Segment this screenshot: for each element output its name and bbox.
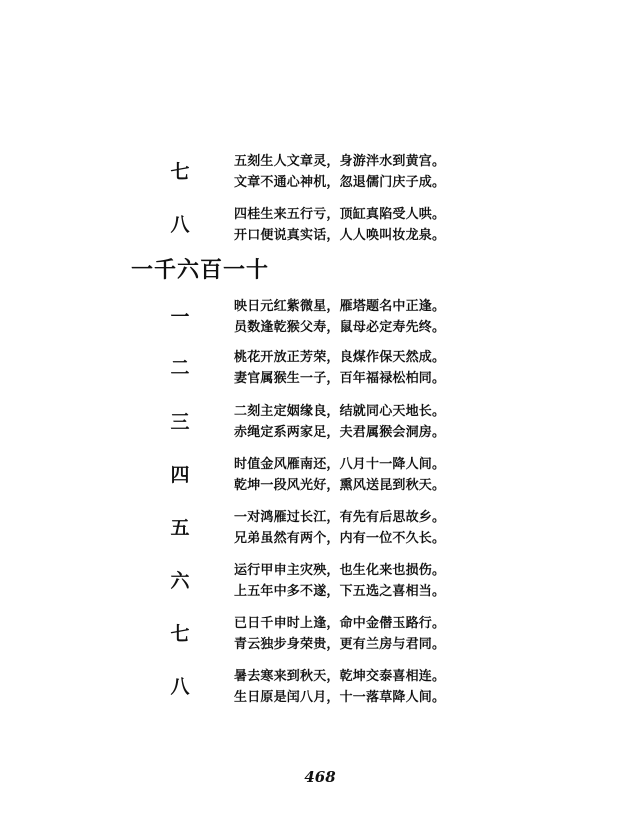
verse-number: 八 — [170, 214, 190, 236]
verse-line: 时值金风雁南还，八月十一降人间。 — [234, 457, 446, 472]
verse-entry — [0, 614, 640, 654]
verse-entry — [0, 205, 640, 245]
verse-line: 暑去寒来到秋天，乾坤交泰喜相连。 — [234, 669, 446, 684]
verse-line: 一对鸿雁过长江，有先有后思故乡。 — [234, 510, 446, 525]
verse-number: 三 — [170, 411, 190, 433]
section-heading: 一千六百一十 — [131, 257, 270, 283]
verse-entry — [0, 402, 640, 442]
verse-line: 赤绳定系两家足，夫君属猴会洞房。 — [234, 425, 446, 440]
verse-line: 生日原是闰八月，十一落草降人间。 — [234, 690, 446, 705]
verse-line: 五刻生人文章灵，身游泮水到黄宫。 — [234, 154, 446, 169]
verse-line: 桃花开放正芳荣，良煤作保天然成。 — [234, 350, 446, 365]
page-number: 468 — [304, 768, 336, 786]
verse-line: 映日元红紫微星，雁塔题名中正逢。 — [234, 299, 446, 314]
verse-entry — [0, 152, 640, 192]
verse-line: 兄弟虽然有两个，内有一位不久长。 — [234, 531, 446, 546]
verse-line: 二刻主定姻缘良，结就同心天地长。 — [234, 404, 446, 419]
verse-number: 七 — [170, 623, 190, 645]
verse-line: 四桂生来五行亏，顶缸真陷受人哄。 — [234, 207, 446, 222]
verse-line: 上五年中多不遂，下五选之喜相当。 — [234, 584, 446, 599]
verse-entry — [0, 508, 640, 548]
verse-line: 开口便说真实话，人人唤叫妆龙泉。 — [234, 228, 446, 243]
verse-line: 青云独步身荣贵，更有兰房与君同。 — [234, 637, 446, 652]
verse-line: 文章不通心神机，忽退儒门庆子成。 — [234, 175, 446, 190]
verse-line: 员数逢乾猴父寿，鼠母必定寿先终。 — [234, 320, 446, 335]
verse-entry — [0, 667, 640, 707]
verse-line: 乾坤一段风光好，熏风送昆到秋天。 — [234, 478, 446, 493]
verse-line: 妻官属猴生一子，百年福禄松柏同。 — [234, 371, 446, 386]
verse-number: 七 — [170, 161, 190, 183]
verse-entry — [0, 561, 640, 601]
verse-entry — [0, 348, 640, 388]
verse-line: 运行甲申主灾殃，也生化来也损伤。 — [234, 563, 446, 578]
verse-number: 四 — [170, 464, 190, 486]
verse-entry — [0, 455, 640, 495]
verse-number: 八 — [170, 676, 190, 698]
verse-number: 五 — [170, 517, 190, 539]
verse-entry — [0, 297, 640, 337]
verse-number: 六 — [170, 570, 190, 592]
verse-line: 已日千申时上逢，命中金僣玉路行。 — [234, 616, 446, 631]
verse-number: 二 — [170, 357, 190, 379]
verse-number: 一 — [170, 306, 190, 328]
